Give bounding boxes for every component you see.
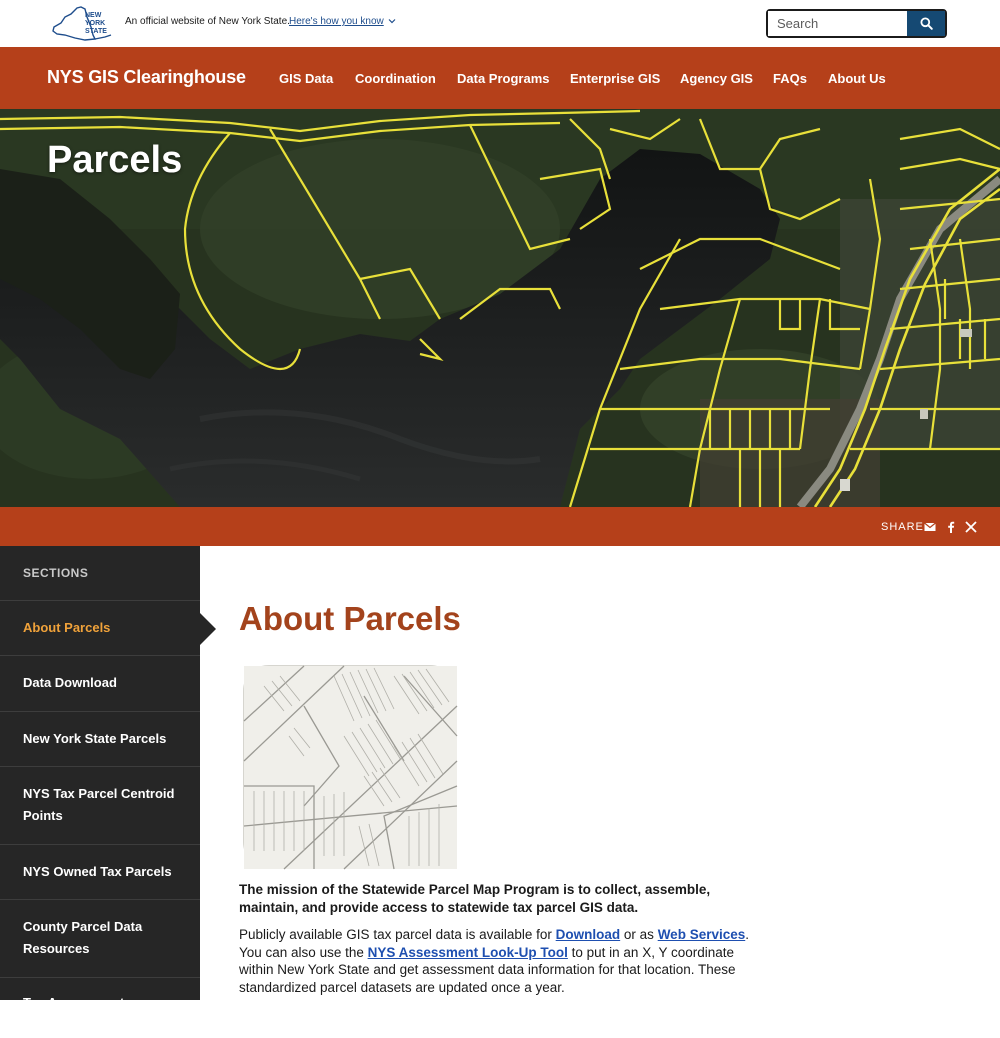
nav-data-programs[interactable]: Data Programs bbox=[457, 71, 550, 86]
sidebar-heading bbox=[0, 546, 200, 601]
sidebar-item-label: New York State Parcels bbox=[23, 731, 167, 746]
nav-about-us[interactable]: About Us bbox=[828, 71, 886, 86]
logo-text-state: STATE bbox=[85, 28, 107, 35]
sidebar-item-new-york-state-parcels[interactable] bbox=[0, 712, 200, 767]
sidebar-item-label: NYS Owned Tax Parcels bbox=[23, 864, 172, 879]
nav-gis-data[interactable]: GIS Data bbox=[279, 71, 334, 86]
sidebar-item-centroid-points[interactable] bbox=[0, 767, 200, 845]
how-you-know-link[interactable] bbox=[289, 16, 396, 27]
facebook-icon[interactable] bbox=[945, 520, 957, 532]
search-button[interactable] bbox=[907, 11, 945, 36]
sidebar-item-label: Tax Assessment bbox=[23, 995, 125, 1010]
page-title: Parcels bbox=[47, 139, 183, 181]
email-icon[interactable] bbox=[924, 520, 936, 532]
sidebar-item-label: Data Download bbox=[23, 675, 117, 690]
search-form bbox=[766, 9, 947, 38]
search-input[interactable] bbox=[768, 11, 909, 36]
assessment-lookup-tool-link[interactable]: NYS Assessment Look-Up Tool bbox=[367, 944, 568, 960]
x-icon[interactable] bbox=[965, 520, 977, 532]
search-icon bbox=[920, 17, 933, 30]
logo-text-new: NEW bbox=[85, 12, 102, 19]
para-text-2: or as bbox=[620, 927, 658, 942]
sidebar-item-about-parcels[interactable] bbox=[0, 601, 200, 656]
sidebar-heading-label: SECTIONS bbox=[23, 566, 89, 580]
how-you-know-label: Here's how you know bbox=[289, 16, 384, 27]
nav-faqs[interactable]: FAQs bbox=[773, 71, 807, 86]
intro-paragraph bbox=[239, 926, 759, 996]
download-link[interactable]: Download bbox=[555, 927, 621, 942]
official-banner bbox=[0, 0, 1000, 47]
sidebar-item-label: About Parcels bbox=[23, 620, 111, 635]
chevron-down-icon bbox=[388, 17, 396, 25]
parcel-map-illustration bbox=[243, 665, 456, 868]
para-text-4: to put in an X, Y coordinate within New York State and get assessment data information for that location. These standardized parcel datasets are updated once a year. bbox=[239, 944, 736, 995]
web-services-link[interactable]: Web Services bbox=[657, 927, 746, 942]
main-navigation bbox=[0, 47, 1000, 109]
active-item-pointer bbox=[200, 613, 216, 645]
sidebar-item-county-parcel-data[interactable] bbox=[0, 900, 200, 978]
sidebar-item-data-download[interactable] bbox=[0, 656, 200, 712]
nys-logo[interactable] bbox=[51, 5, 113, 42]
share-bar bbox=[0, 507, 1000, 546]
sidebar-item-label: NYS Tax Parcel Centroid Points bbox=[23, 786, 175, 823]
nav-agency-gis[interactable]: Agency GIS bbox=[680, 71, 753, 86]
section-title: About Parcels bbox=[239, 600, 461, 637]
nav-coordination[interactable]: Coordination bbox=[355, 71, 436, 86]
sidebar-item-tax-assessment[interactable] bbox=[0, 978, 200, 1038]
share-label: SHARE bbox=[881, 521, 924, 533]
hero-banner bbox=[0, 109, 1000, 507]
sections-sidebar bbox=[0, 546, 200, 1010]
para-text-3: . You can also use the bbox=[239, 927, 750, 960]
sidebar-item-nys-owned-tax-parcels[interactable] bbox=[0, 845, 200, 900]
official-website-text: An official website of New York State. bbox=[125, 16, 290, 27]
para-text-1: Publicly available GIS tax parcel data is available for bbox=[239, 927, 556, 942]
nav-enterprise-gis[interactable]: Enterprise GIS bbox=[570, 71, 661, 86]
logo-text-york: YORK bbox=[85, 20, 106, 27]
sidebar-item-label: County Parcel Data Resources bbox=[23, 919, 143, 956]
site-title[interactable]: NYS GIS Clearinghouse bbox=[47, 67, 246, 87]
mission-statement: The mission of the Statewide Parcel Map Program is to collect, assemble, maintain, and provide access to statewide tax parcel GIS data. bbox=[239, 882, 711, 915]
